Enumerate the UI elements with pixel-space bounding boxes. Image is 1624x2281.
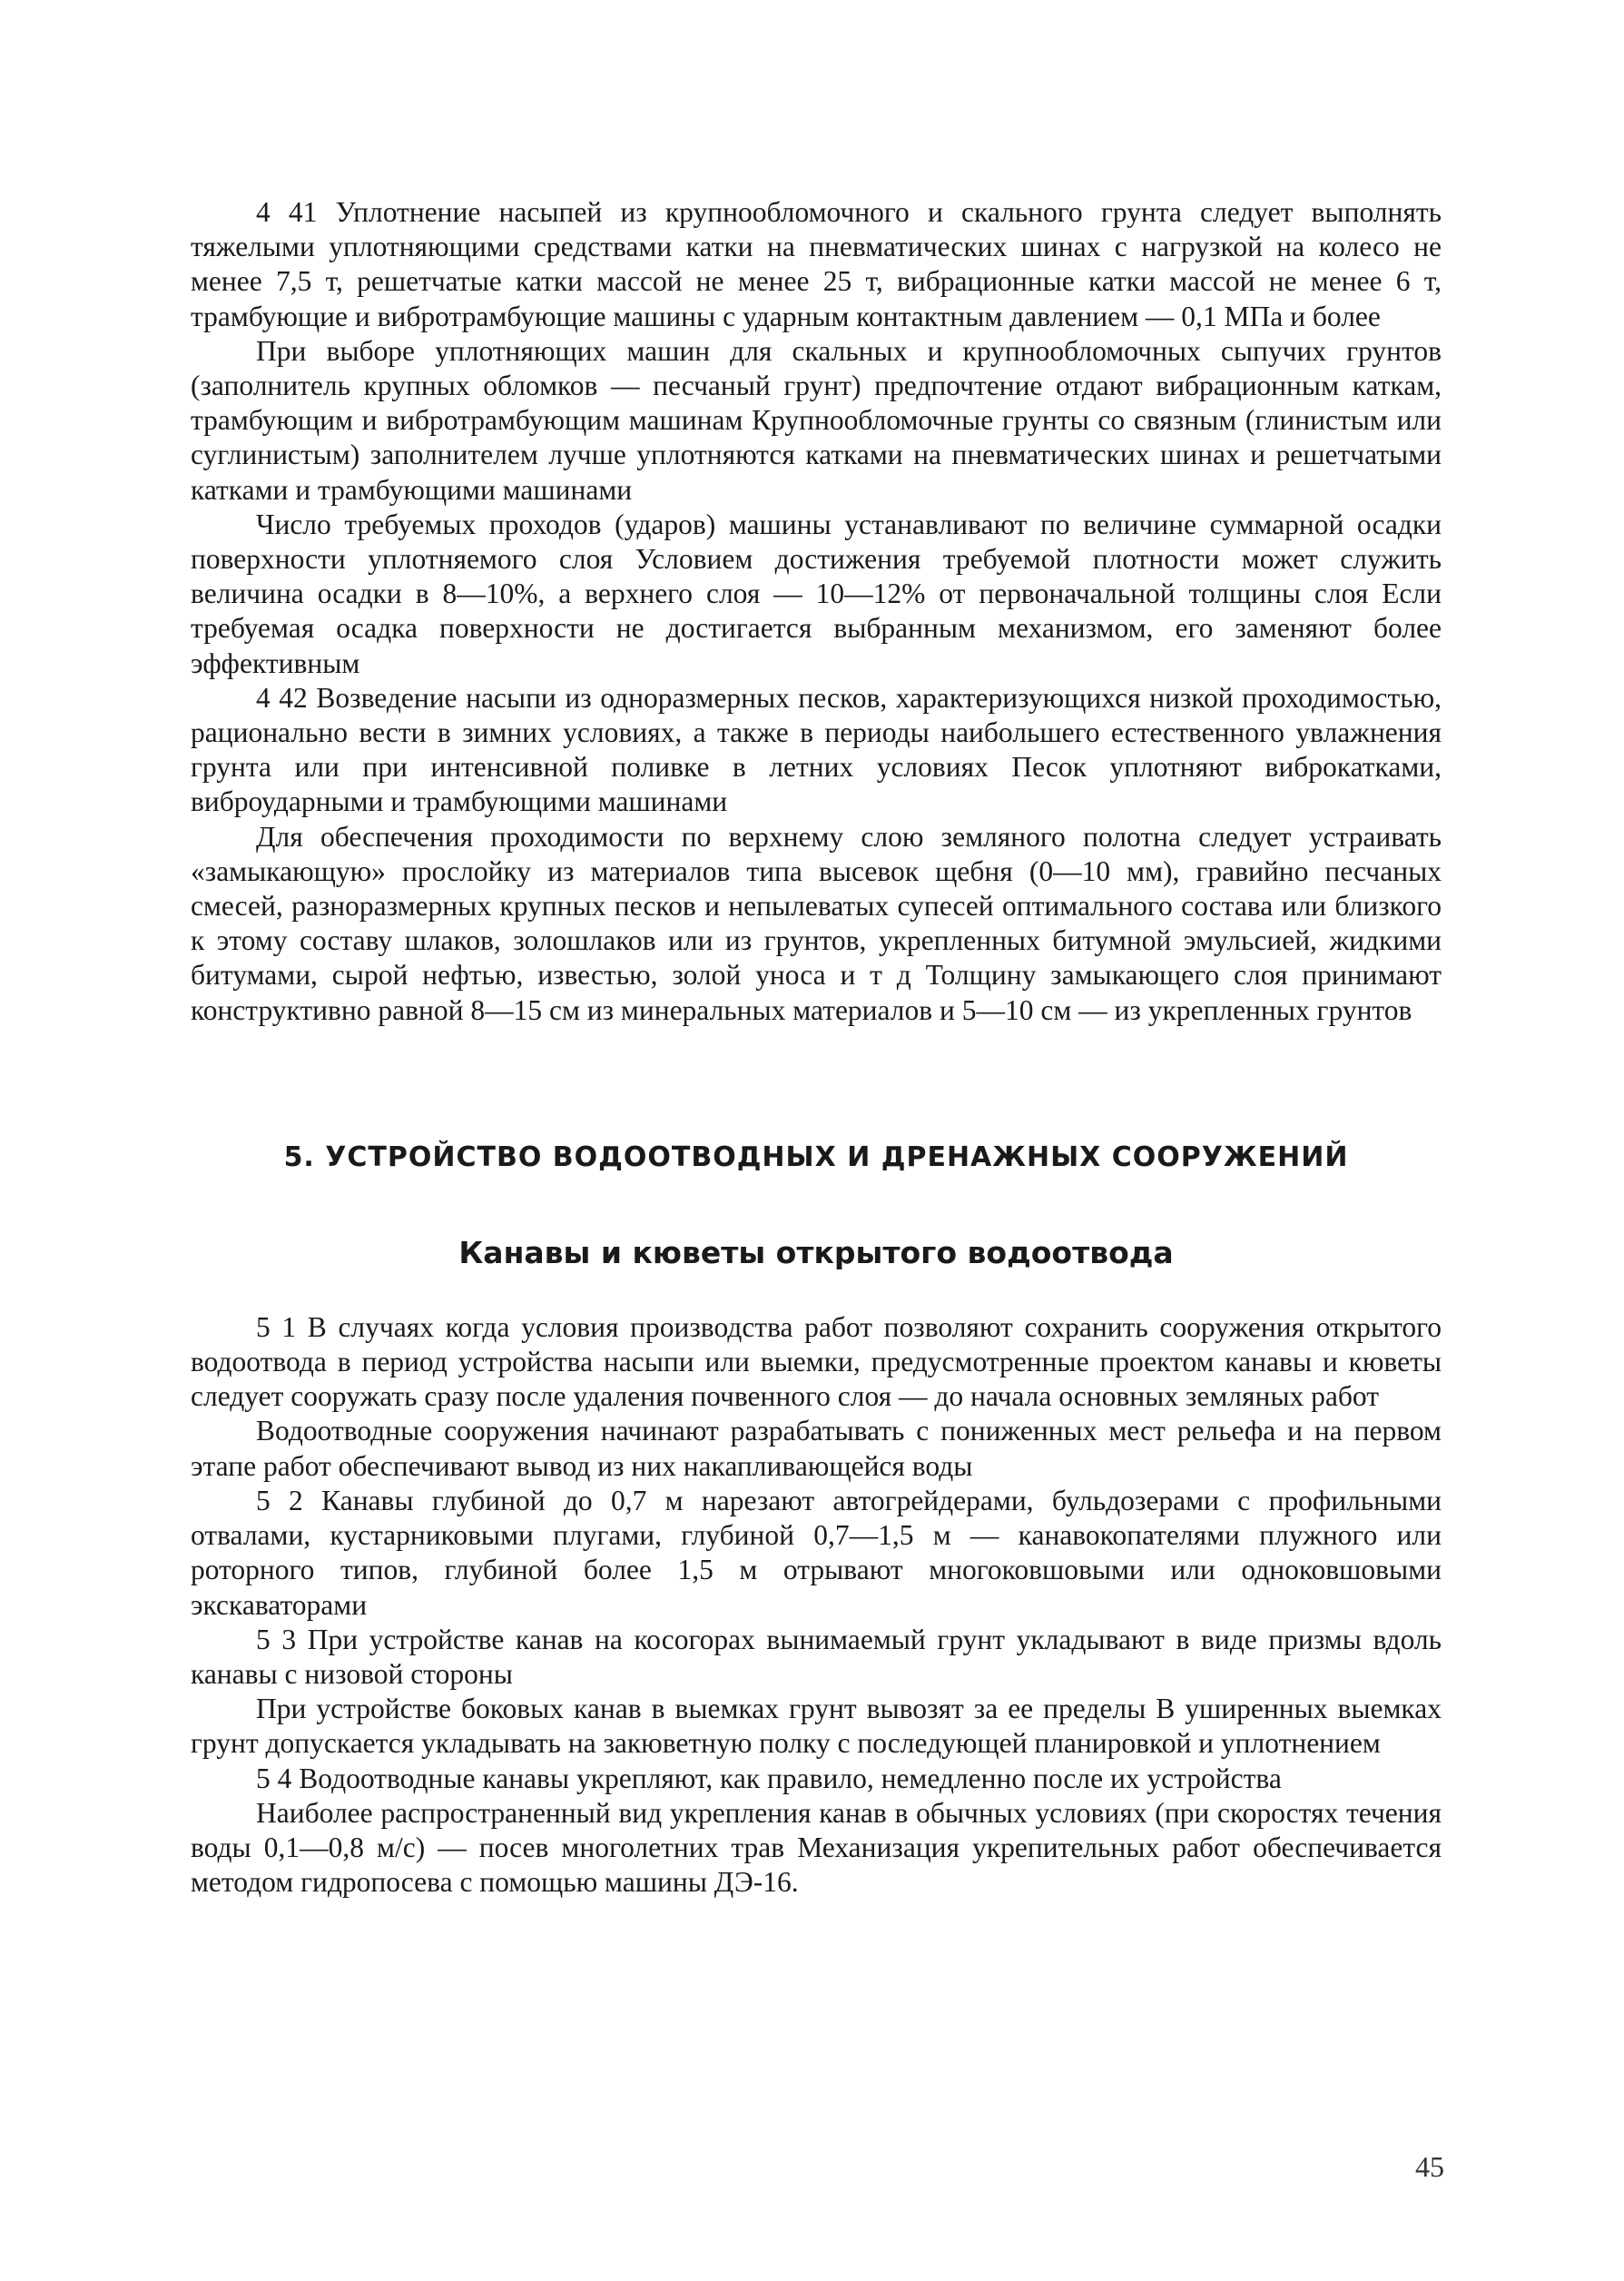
section-heading: 5. УСТРОЙСТВО ВОДООТВОДНЫХ И ДРЕНАЖНЫХ СООРУЖЕНИЙ xyxy=(283,1140,1349,1173)
paragraph: 5 4 Водоотводные канавы укрепляют, как правило, немедленно после их устройства xyxy=(256,1762,1282,1794)
document-page xyxy=(191,195,1442,1900)
paragraph: 4 41 Уплотнение насыпей из крупнообломочного и скального грунта следует выполнять тяжелыми уплотняющими средствами катки на пневматических шинах с нагрузкой на колесо не менее 7,5 т, решетчатые катки массой не менее 25 т, вибрационные катки массой не менее 6 т, трамбующие и вибротрамбующие машины с ударным контактным давлением — 0,1 МПа и более xyxy=(191,196,1442,332)
sub-heading: Канавы и кюветы открытого водоотвода xyxy=(458,1234,1174,1270)
paragraph: При устройстве боковых канав в выемках грунт вывозят за ее пределы В уширенных выемках грунт допускается укладывать на закюветную полку с последующей планировкой и уплотнением xyxy=(191,1693,1442,1760)
paragraph: 5 3 При устройстве канав на косогорах вынимаемый грунт укладывают в виде призмы вдоль канавы с низовой стороны xyxy=(191,1623,1442,1690)
paragraph: 4 42 Возведение насыпи из одноразмерных песков, характеризующихся низкой проходимостью, рационально вести в зимних условиях, а также в периоды наибольшего естественного увлажнения грунта или при интенсивной поливке в летних условиях Песок уплотняют виброкатками, виброударными и трамбующими машинами xyxy=(191,681,1442,818)
text-block-drainage xyxy=(191,1310,1442,1900)
paragraph: Число требуемых проходов (ударов) машины устанавливают по величине суммарной осадки поверхности уплотняемого слоя Условием достижения требуемой плотности может служить величина осадки в 8—10%, а верхнего слоя — 10—12% от первоначальной толщины слоя Если требуемая осадка поверхности не достигается выбранным механизмом, его заменяют более эффективным xyxy=(191,508,1442,679)
paragraph: 5 1 В случаях когда условия производства работ позволяют сохранить сооружения открытого водоотвода в период устройства насыпи или выемки, предусмотренные проектом канавы и кюветы следует сооружать сразу после удаления почвенного слоя — до начала основных земляных работ xyxy=(191,1310,1442,1413)
paragraph: 5 2 Канавы глубиной до 0,7 м нарезают автогрейдерами, бульдозерами с профильными отвалами, кустарниковыми плугами, глубиной 0,7—1,5 м — канавокопателями плужного или роторного типов, глубиной более 1,5 м отрывают многоковшовыми или одноковшовыми экскаваторами xyxy=(191,1484,1442,1621)
paragraph: При выборе уплотняющих машин для скальных и крупнообломочных сыпучих грунтов (заполнитель крупных обломков — песчаный грунт) предпочтение отдают вибрационным каткам, трамбующим и вибротрамбующим машинам Крупнообломочные грунты со связным (глинистым или суглинистым) заполнителем лучше уплотняются катками на пневматических шинах и решетчатыми катками и трамбующими машинами xyxy=(191,334,1442,506)
paragraph: Для обеспечения проходимости по верхнему слою земляного полотна следует устраивать «замыкающую» прослойку из материалов типа высевок щебня (0—10 мм), гравийно песчаных смесей, разноразмерных крупных песков и непылеватых супесей оптимального состава или близкого к этому составу шлаков, золошлаков или из грунтов, укрепленных битумной эмульсией, жидкими битумами, сырой нефтью, известью, золой уноса и т д Толщину замыкающего слоя принимают конструктивно равной 8—15 см из минеральных материалов и 5—10 см — из укрепленных грунтов xyxy=(191,820,1442,1026)
paragraph: Наиболее распространенный вид укрепления канав в обычных условиях (при скоростях течения воды 0,1—0,8 м/с) — посев многолетних трав Механизация укрепительных работ обеспечивается методом гидропосева с помощью машины ДЭ-16. xyxy=(191,1796,1442,1899)
paragraph: Водоотводные сооружения начинают разрабатывать с пониженных мест рельефа и на первом этапе работ обеспечивают вывод из них накапливающейся воды xyxy=(191,1415,1442,1482)
text-block-compaction xyxy=(191,195,1442,1028)
page-number: 45 xyxy=(1415,2150,1444,2183)
